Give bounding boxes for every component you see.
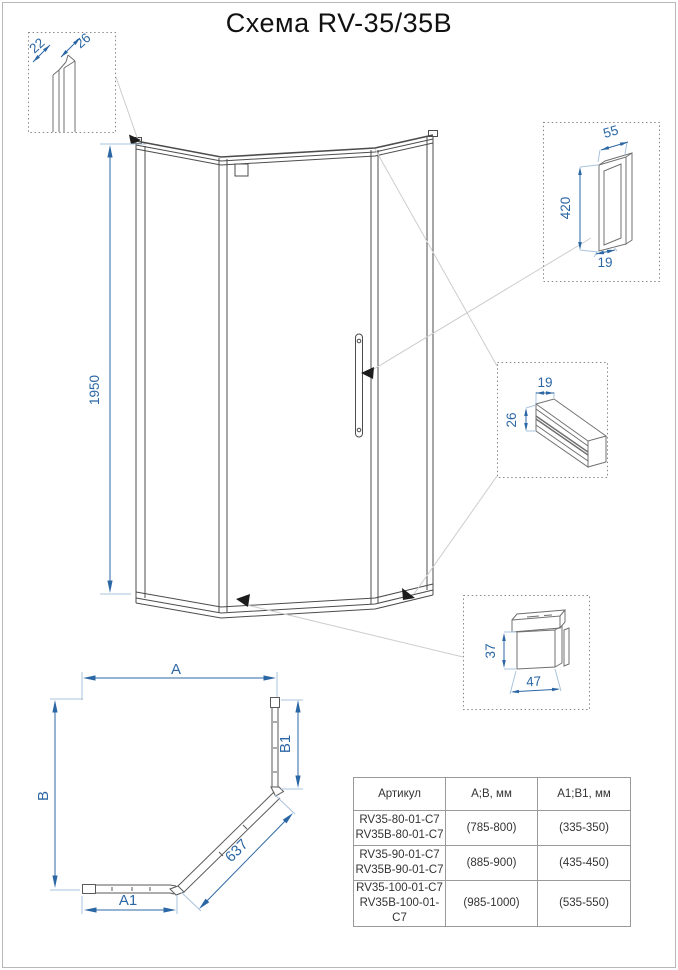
cell-article bbox=[354, 846, 446, 881]
plan-dim-diagonal: 637 bbox=[221, 835, 252, 866]
cell-article bbox=[354, 881, 446, 927]
header-article: Артикул bbox=[354, 778, 446, 811]
bracket-dim-width: 47 bbox=[525, 673, 542, 690]
cell-ab: (885-900) bbox=[446, 846, 538, 881]
plan-dim-a1: A1 bbox=[118, 892, 138, 909]
wall-profile-dim-small: 22 bbox=[26, 35, 48, 57]
handle-dim-width: 55 bbox=[601, 122, 621, 141]
plan-view bbox=[35, 661, 303, 914]
detail-wall-profile bbox=[26, 30, 115, 132]
page-title: Схема RV-35/35В bbox=[225, 8, 453, 38]
bracket-dim-height: 37 bbox=[483, 643, 498, 659]
cell-article bbox=[354, 811, 446, 846]
rail-profile-dim-height: 26 bbox=[504, 412, 519, 428]
cell-a1b1: (535-550) bbox=[538, 881, 631, 927]
callout-arrows bbox=[129, 135, 415, 608]
article-line1: RV35-100-01-C7 bbox=[356, 882, 443, 894]
main-enclosure-view bbox=[133, 131, 438, 619]
detail-rail-profile bbox=[498, 363, 608, 478]
plan-dim-b: B bbox=[35, 790, 52, 802]
article-line1: RV35-80-01-C7 bbox=[359, 814, 440, 827]
rail-profile-dim-width: 19 bbox=[537, 375, 553, 390]
wall-profile-dim-large: 26 bbox=[72, 30, 94, 52]
table-row bbox=[354, 811, 631, 846]
cell-ab: (985-1000) bbox=[446, 881, 538, 927]
door-handle bbox=[356, 334, 363, 437]
article-line2: RV35B-100-01-C7 bbox=[359, 896, 440, 924]
cell-ab: (785-800) bbox=[446, 811, 538, 846]
cell-a1b1: (435-450) bbox=[538, 846, 631, 881]
hinge-plate bbox=[235, 164, 248, 176]
plan-dim-b1: B1 bbox=[277, 734, 294, 754]
article-line2: RV35B-90-01-C7 bbox=[355, 864, 444, 876]
spec-table-header-row bbox=[354, 778, 631, 811]
dimension-1950 bbox=[87, 144, 146, 594]
detail-bracket bbox=[464, 596, 590, 710]
header-ab: А;В, мм bbox=[446, 778, 538, 811]
cell-a1b1: (335-350) bbox=[538, 811, 631, 846]
article-line1: RV35-90-01-C7 bbox=[359, 849, 440, 862]
detail-handle bbox=[544, 122, 660, 281]
table-row bbox=[354, 846, 631, 881]
table-row bbox=[354, 881, 631, 927]
plan-dim-a: A bbox=[170, 661, 182, 678]
callout-arrow-bottom-left bbox=[236, 594, 250, 607]
leader-lines bbox=[116, 77, 591, 657]
height-dim-label: 1950 bbox=[87, 374, 102, 406]
header-a1b1: А1;В1, мм bbox=[538, 778, 631, 811]
spec-table bbox=[353, 777, 631, 927]
handle-dim-depth: 19 bbox=[597, 255, 613, 270]
handle-dim-height: 420 bbox=[558, 196, 573, 220]
article-line2: RV35B-80-01-C7 bbox=[355, 829, 444, 841]
